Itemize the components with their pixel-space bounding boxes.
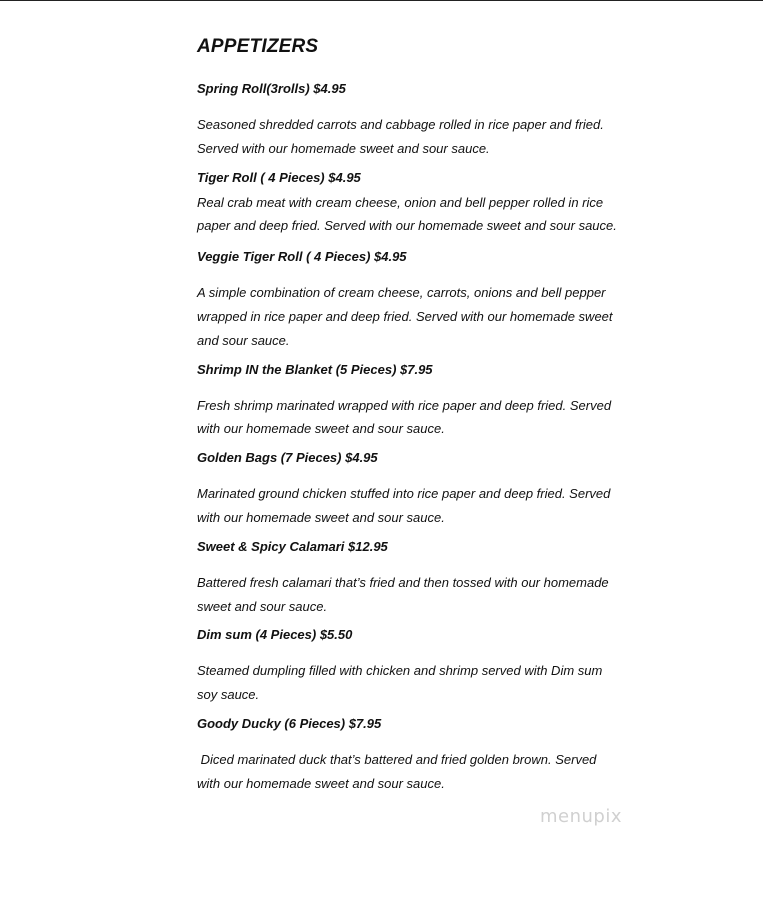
item-name: Tiger Roll ( 4 Pieces) $4.95 [197, 169, 361, 185]
menu-item-shrimp-blanket [197, 361, 617, 442]
menu-item-dim-sum [197, 626, 617, 707]
top-border-line [0, 0, 763, 1]
item-description: Fresh shrimp marinated wrapped with rice paper and deep fried. Served with our homemade sweet and sour sauce. [197, 397, 612, 437]
menu-item-goody-ducky [197, 715, 617, 796]
item-name: Veggie Tiger Roll ( 4 Pieces) $4.95 [197, 249, 407, 265]
item-description: A simple combination of cream cheese, carrots, onions and bell pepper wrapped in rice paper and deep fried. Served with our homemade sweet and sour sauce. [197, 285, 613, 348]
menu-item-veggie-tiger-roll [197, 248, 617, 352]
item-description: Real crab meat with cream cheese, onion and bell pepper rolled in rice paper and deep fried. Served with our homemade sweet and sour sauce. [197, 194, 617, 234]
item-name: Dim sum (4 Pieces) $5.50 [197, 627, 353, 643]
item-description: Diced marinated duck that’s battered and fried golden brown. Served with our homemade sweet and sour sauce. [197, 751, 601, 791]
item-name: Shrimp IN the Blanket (5 Pieces) $7.95 [197, 361, 433, 377]
item-description: Marinated ground chicken stuffed into rice paper and deep fried. Served with our homemade sweet and sour sauce. [197, 486, 611, 525]
menu-item-spring-roll [197, 80, 617, 161]
item-description: Seasoned shredded carrots and cabbage rolled in rice paper and fried. Served with our homemade sweet and sour sauce. [197, 117, 604, 156]
menu-item-tiger-roll [197, 169, 617, 239]
menu-item-golden-bags [197, 449, 617, 530]
item-name: Goody Ducky (6 Pieces) $7.95 [197, 715, 382, 731]
item-description: Steamed dumpling filled with chicken and shrimp served with Dim sum soy sauce. [197, 663, 603, 703]
item-name: Golden Bags (7 Pieces) $4.95 [197, 450, 378, 466]
menu-item-calamari [197, 538, 617, 619]
item-name: Spring Roll(3rolls) $4.95 [197, 81, 346, 96]
item-description: Battered fresh calamari that’s fried and then tossed with our homemade sweet and sour sauce. [197, 574, 609, 614]
watermark-logo: menupix [540, 806, 623, 827]
item-name: Sweet & Spicy Calamari $12.95 [197, 538, 388, 554]
section-heading: APPETIZERS [197, 36, 319, 57]
menu-page [197, 34, 617, 796]
